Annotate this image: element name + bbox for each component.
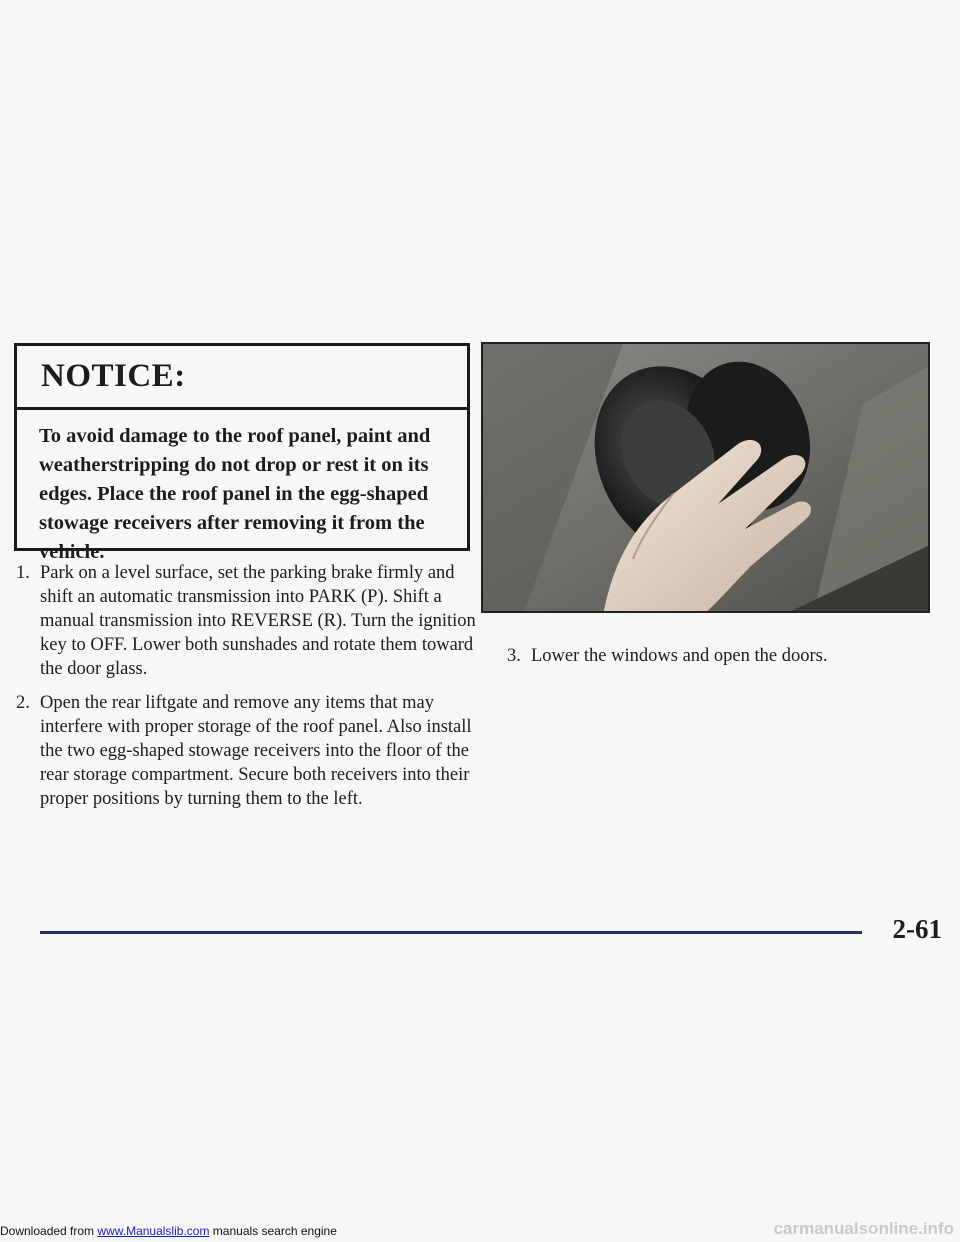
notice-title: NOTICE: [17, 346, 467, 410]
step-3 [507, 644, 937, 668]
footer-suffix: manuals search engine [212, 1224, 337, 1238]
watermark: carmanualsonline.info [773, 1219, 954, 1238]
manualslib-link[interactable]: www.Manualslib.com [97, 1224, 210, 1238]
step-number: 2. [16, 693, 30, 713]
step-text: Open the rear liftgate and remove any items that may interfere with proper storage of the roof panel. Also install the two egg-shaped stowage receivers into the floor of the rear storage compartment. Secure both receivers into their proper positions by turning them to the left. [40, 693, 472, 809]
notice-body: To avoid damage to the roof panel, paint and weatherstripping do not drop or rest it on its edges. Place the roof panel in the egg-shaped stowage receivers after removing it from the vehicle. [39, 425, 431, 563]
step-1 [16, 561, 478, 681]
receiver-photo [481, 342, 930, 613]
footer-rule [40, 931, 862, 934]
photo-illustration [483, 344, 930, 613]
download-footer [0, 1224, 337, 1238]
page-number: 2-61 [892, 914, 942, 944]
step-number: 1. [16, 563, 30, 583]
step-text: Park on a level surface, set the parking brake firmly and shift an automatic transmission into PARK (P). Shift a manual transmission into REVERSE (R). Turn the ignition key to OFF. Lower both sunshades and rotate them toward the door glass. [40, 563, 476, 679]
footer-prefix: Downloaded from [0, 1224, 95, 1238]
instruction-steps [16, 561, 478, 821]
step-number: 3. [507, 646, 521, 666]
step-2 [16, 691, 478, 811]
step-text: Lower the windows and open the doors. [531, 646, 828, 666]
notice-box [14, 343, 470, 563]
